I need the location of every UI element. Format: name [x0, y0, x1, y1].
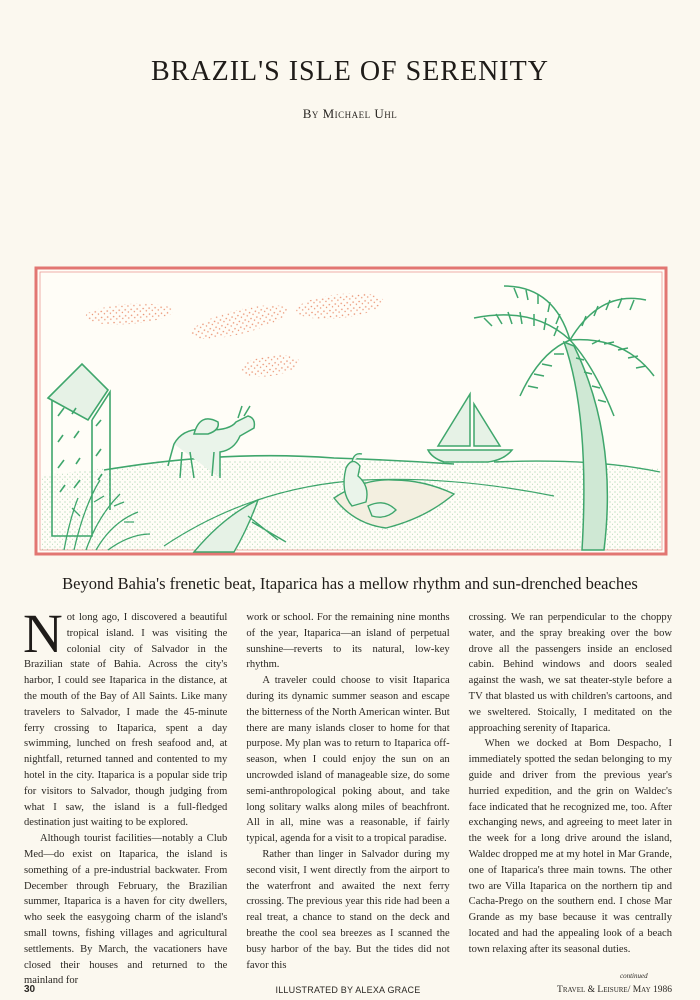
column-2 [246, 610, 449, 976]
paragraph: crossing. We ran perpendicular to the choppy water, and the spray breaking over the bow drove all the passengers inside an enclosed cabin. Behind windows and doors sealed against the wash, we sat theater-style before a TV that blasted us with children's cartoons, and we sweltered. Stoically, I meditated on the approaching serenity of Itaparica. [468, 612, 672, 734]
paragraph: Not long ago, I discovered a beautiful tropical island. I was visiting the colonial city of Salvador in the Brazilian state of Bahia. Across the city's harbor, I could see Itaparica in the distance, at the mouth of the Bay of All Saints. Like many travelers to Salvador, I made the 45-minute ferry crossing to Itaparica, spent a day swimming, lunched on fresh seafood and, at nightfall, returned tanned and contented to my hotel in the city. Itaparica is a popular side trip for visitors to Salvador, though judging from what I saw, the island is a full-fledged destination just waiting to be explored. [23, 603, 228, 829]
article-subtitle: Beyond Bahia's frenetic beat, Itaparica has a mellow rhythm and sun-drenched beaches [62, 574, 638, 593]
paragraph: A traveler could choose to visit Itaparica during its dynamic summer season and escape the bitterness of the North American winter. But there are many islands closer to home for that purpose. My plan was to return to Itaparica off-season, when I could enjoy the sun on an uncrowded island of manageable size, do some semi-anthropological poking about, and take long solitary walks along miles of beachfront. All in all, mine was a reasonable, if fairly typical, agenda for a visit to a tropical paradise. [246, 675, 450, 845]
page-number: 30 [24, 984, 36, 995]
column-3 [469, 610, 672, 976]
column-1 [23, 603, 228, 987]
paragraph: When we docked at Bom Despacho, I immediately spotted the sedan belonging to my guide and driver from the previous year's hurried expedition, and the grin on Waldec's face indicated that he recognized me, too. After exchanging news, and agreeing to meet later in the week for a long drive around the island, Waldec dropped me at my hotel in Mar Grande, one of Itaparica's three main towns. The other two are Villa Itaparica on the northern tip and Cacha-Prego on the southern end. I chose Mar Grande as my base because it was centrally located and had the appealing look of a beach town relaxing after its seasonal duties. [468, 738, 672, 955]
magazine-issue: Travel & Leisure/ May 1986 [557, 985, 672, 995]
byline: By Michael Uhl [302, 106, 398, 121]
illustration-credit: ILLUSTRATED BY ALEXA GRACE [275, 985, 421, 995]
page-footer [24, 984, 672, 998]
article-body [23, 603, 672, 987]
continued-label: continued [620, 972, 648, 980]
paragraph: work or school. For the remaining nine months of the year, Itaparica—an island of perpetual sunshine—reverts to its natural, low-key rhythm. [246, 612, 450, 671]
article-title: BRAZIL'S ISLE OF SERENITY [151, 56, 549, 87]
landscape-illustration [34, 266, 668, 556]
paragraph: Although tourist facilities—notably a Club Med—do exist on Itaparica, the island is something of a pre-industrial backwater. From December through February, the Brazilian summer, Itaparica is a haven for city dwellers, who seek the easygoing charm of the island's small towns, fishing villages and agricultural settlements. By March, the vacationers have closed their houses and returned to the mainland for [24, 833, 228, 987]
drop-cap: N [23, 603, 63, 664]
paragraph: Rather than linger in Salvador during my second visit, I went directly from the airport to the waterfront and awaited the next ferry crossing. The previous year this ride had been a real treat, a chance to stand on the deck and breathe the cool sea breezes as I scanned the busy harbor of the bay. But the tides did not favor this [246, 848, 450, 971]
